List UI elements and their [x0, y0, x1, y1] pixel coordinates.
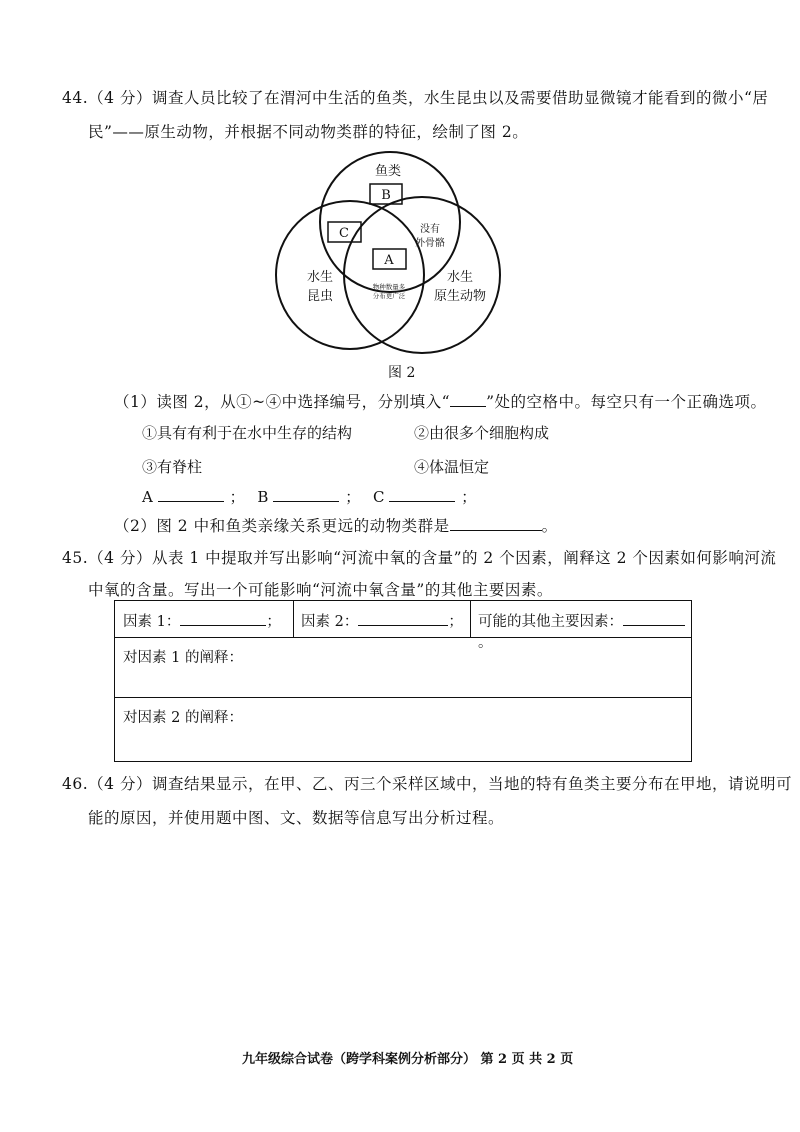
explain1-row[interactable] — [115, 637, 691, 698]
q44-sub2-end: 。 — [541, 517, 558, 535]
venn-diagram — [250, 150, 550, 355]
fish-label: 鱼类 — [374, 164, 402, 179]
center-label-2: 分布更广泛 — [372, 292, 406, 300]
option-4: ④体温恒定 — [414, 458, 490, 476]
answer-b-blank[interactable] — [273, 487, 339, 502]
box-b-label: B — [381, 188, 391, 203]
figure-caption: 图 2 — [388, 365, 416, 381]
table-row-factors — [115, 601, 691, 651]
q45-line2: 中氧的含量。写出一个可能影响“河流中氧含量”的其他主要因素。 — [88, 581, 553, 599]
answer-b-label: B — [257, 488, 269, 506]
q46-line2: 能的原因，并使用题中图、文、数据等信息写出分析过程。 — [88, 809, 505, 827]
option-1: ①具有有利于在水中生存的结构 — [142, 424, 353, 442]
factor1-cell — [115, 601, 293, 637]
q44-sub2-text: （2）图 2 中和鱼类亲缘关系更远的动物类群是 — [114, 517, 450, 535]
q44-line1: 44.（4 分）调查人员比较了在渭河中生活的鱼类，水生昆虫以及需要借助显微镜才能看到的微小“居 — [62, 89, 769, 107]
answer-table — [114, 600, 692, 762]
page-footer: 九年级综合试卷（跨学科案例分析部分） 第 2 页 共 2 页 — [242, 1052, 574, 1067]
other-factor-blank[interactable] — [623, 611, 685, 626]
explain2-row[interactable] — [115, 697, 691, 761]
factor2-blank[interactable] — [358, 611, 448, 626]
option-3: ③有脊柱 — [142, 458, 203, 476]
other-factor-label: 可能的其他主要因素： — [478, 614, 623, 630]
insect-label-2: 昆虫 — [306, 289, 334, 304]
factor1-sep: ； — [266, 614, 281, 630]
q44-sub1 — [114, 390, 767, 412]
explain2-label: 对因素 2 的阐释： — [123, 710, 243, 726]
q44-sub1-text: （1）读图 2，从①~④中选择编号，分别填入“ — [114, 393, 451, 411]
option-2: ②由很多个细胞构成 — [414, 424, 550, 442]
sep-a: ； — [229, 488, 245, 506]
q44-sub1-end: ”处的空格中。每空只有一个正确选项。 — [486, 393, 767, 411]
center-label-1: 物种数量多 — [372, 283, 406, 291]
q45-line1: 45.（4 分）从表 1 中提取并写出影响“河流中氧的含量”的 2 个因素，阐释这 2 个因素如何影响河流 — [62, 549, 777, 567]
factor1-label: 因素 1： — [123, 614, 181, 630]
other-factor-end: 。 — [478, 635, 493, 651]
answer-a-blank[interactable] — [158, 487, 224, 502]
sep-b: ； — [345, 488, 361, 506]
factor2-label: 因素 2： — [301, 614, 359, 630]
no-exoskeleton-label-1: 没有 — [420, 224, 440, 235]
insect-label-1: 水生 — [306, 270, 334, 285]
protozoa-label-2: 原生动物 — [433, 289, 487, 304]
answer-c-label: C — [373, 488, 385, 506]
other-factor-cell — [470, 601, 692, 651]
factor2-sep: ； — [448, 614, 463, 630]
no-exoskeleton-label-2: 外骨骼 — [415, 238, 445, 249]
box-c-label: C — [339, 226, 349, 241]
q44-line2: 民”——原生动物，并根据不同动物类群的特征，绘制了图 2。 — [88, 123, 529, 141]
factor1-blank[interactable] — [180, 611, 266, 626]
sep-c: ； — [461, 488, 477, 506]
insect-circle — [276, 201, 424, 349]
answer-row — [142, 486, 476, 507]
q44-sub2 — [114, 514, 558, 536]
answer-a-label: A — [142, 488, 153, 506]
protozoa-label-1: 水生 — [446, 270, 474, 285]
answer-c-blank[interactable] — [389, 487, 455, 502]
box-a-label: A — [384, 253, 394, 268]
protozoa-circle — [344, 197, 500, 353]
explain1-label: 对因素 1 的阐释： — [123, 650, 243, 666]
q44-sub2-blank[interactable] — [450, 516, 542, 531]
q46-line1: 46.（4 分）调查结果显示，在甲、乙、丙三个采样区域中，当地的特有鱼类主要分布在甲地，请说明可 — [62, 775, 792, 793]
factor2-cell — [293, 601, 469, 637]
sample-blank — [450, 392, 486, 407]
